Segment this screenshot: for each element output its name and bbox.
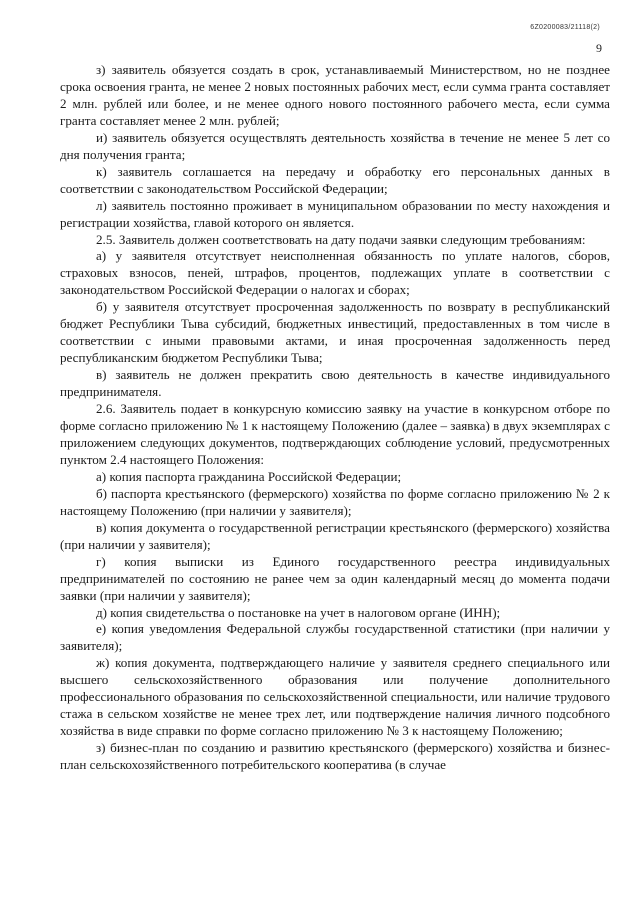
paragraph: а) у заявителя отсутствует неисполненная обязанность по уплате налогов, сборов, страховых взносов, пеней, штрафов, процентов, подлежащих уплате в соответствии с законодательством Российской Федерации о налогах и сборах; (60, 248, 610, 298)
paragraph: к) заявитель соглашается на передачу и обработку его персональных данных в соответствии с законодательством Российской Федерации; (60, 163, 610, 196)
document-body (60, 62, 610, 774)
paragraph: 2.6. Заявитель подает в конкурсную комиссию заявку на участие в конкурсном отборе по форме согласно приложению № 1 к настоящему Положению (далее – заявка) в двух экземплярах с приложением следующих документов, подтверждающих соблюдение условий, предусмотренных пунктом 2.4 настоящего Положения: (60, 401, 610, 467)
paragraph: в) заявитель не должен прекратить свою деятельность в качестве индивидуального предпринимателя. (60, 367, 610, 400)
paragraph: и) заявитель обязуется осуществлять деятельность хозяйства в течение не менее 5 лет со дня получения гранта; (60, 129, 610, 162)
paragraph: г) копия выписки из Единого государственного реестра индивидуальных предпринимателей по состоянию не ранее чем за один календарный месяц до момента подачи заявки (при наличии у заявителя); (60, 553, 610, 603)
paragraph: в) копия документа о государственной регистрации крестьянского (фермерского) хозяйства (при наличии у заявителя); (60, 519, 610, 552)
paragraph: ж) копия документа, подтверждающего наличие у заявителя среднего специального или высшего сельскохозяйственного образования или получение дополнительного профессионального образования по сельскохозяйственной специальности, или наличие трудового стажа в сельском хозяйстве не менее трех лет, или подтверждение наличия личного подсобного хозяйства в виде справки по форме согласно приложению № 3 к настоящему Положению; (60, 655, 610, 739)
paragraph: л) заявитель постоянно проживает в муниципальном образовании по месту нахождения и регистрации хозяйства, главой которого он является. (60, 197, 610, 230)
paragraph: б) у заявителя отсутствует просроченная задолженность по возврату в республиканский бюджет Республики Тыва субсидий, бюджетных инвестиций, предоставленных в том числе в соответствии с иными правовыми актами, и иная просроченная задолженность перед республиканским бюджетом Республики Тыва; (60, 299, 610, 366)
page-number: 9 (596, 41, 602, 55)
paragraph: з) заявитель обязуется создать в срок, устанавливаемый Министерством, но не позднее срока освоения гранта, не менее 2 новых постоянных рабочих мест, если сумма гранта составляет 2 млн. рублей или более, и не менее одного нового постоянного рабочего места, если сумма гранта составляет менее 2 млн. рублей; (60, 62, 610, 128)
paragraph: 2.5. Заявитель должен соответствовать на дату подачи заявки следующим требованиям: (96, 231, 586, 247)
paragraph: б) паспорта крестьянского (фермерского) хозяйства по форме согласно приложению № 2 к настоящему Положению (при наличии у заявителя); (60, 485, 610, 518)
paragraph: а) копия паспорта гражданина Российской Федерации; (96, 468, 402, 484)
paragraph: е) копия уведомления Федеральной службы государственной статистики (при наличии у заявителя); (60, 621, 610, 654)
paragraph: д) копия свидетельства о постановке на учет в налоговом органе (ИНН); (96, 604, 501, 620)
paragraph: з) бизнес-план по созданию и развитию крестьянского (фермерского) хозяйства и бизнес-план сельскохозяйственного потребительского кооператива (в случае (60, 740, 610, 773)
document-code: 6Z0200083/21118(2) (530, 24, 600, 31)
